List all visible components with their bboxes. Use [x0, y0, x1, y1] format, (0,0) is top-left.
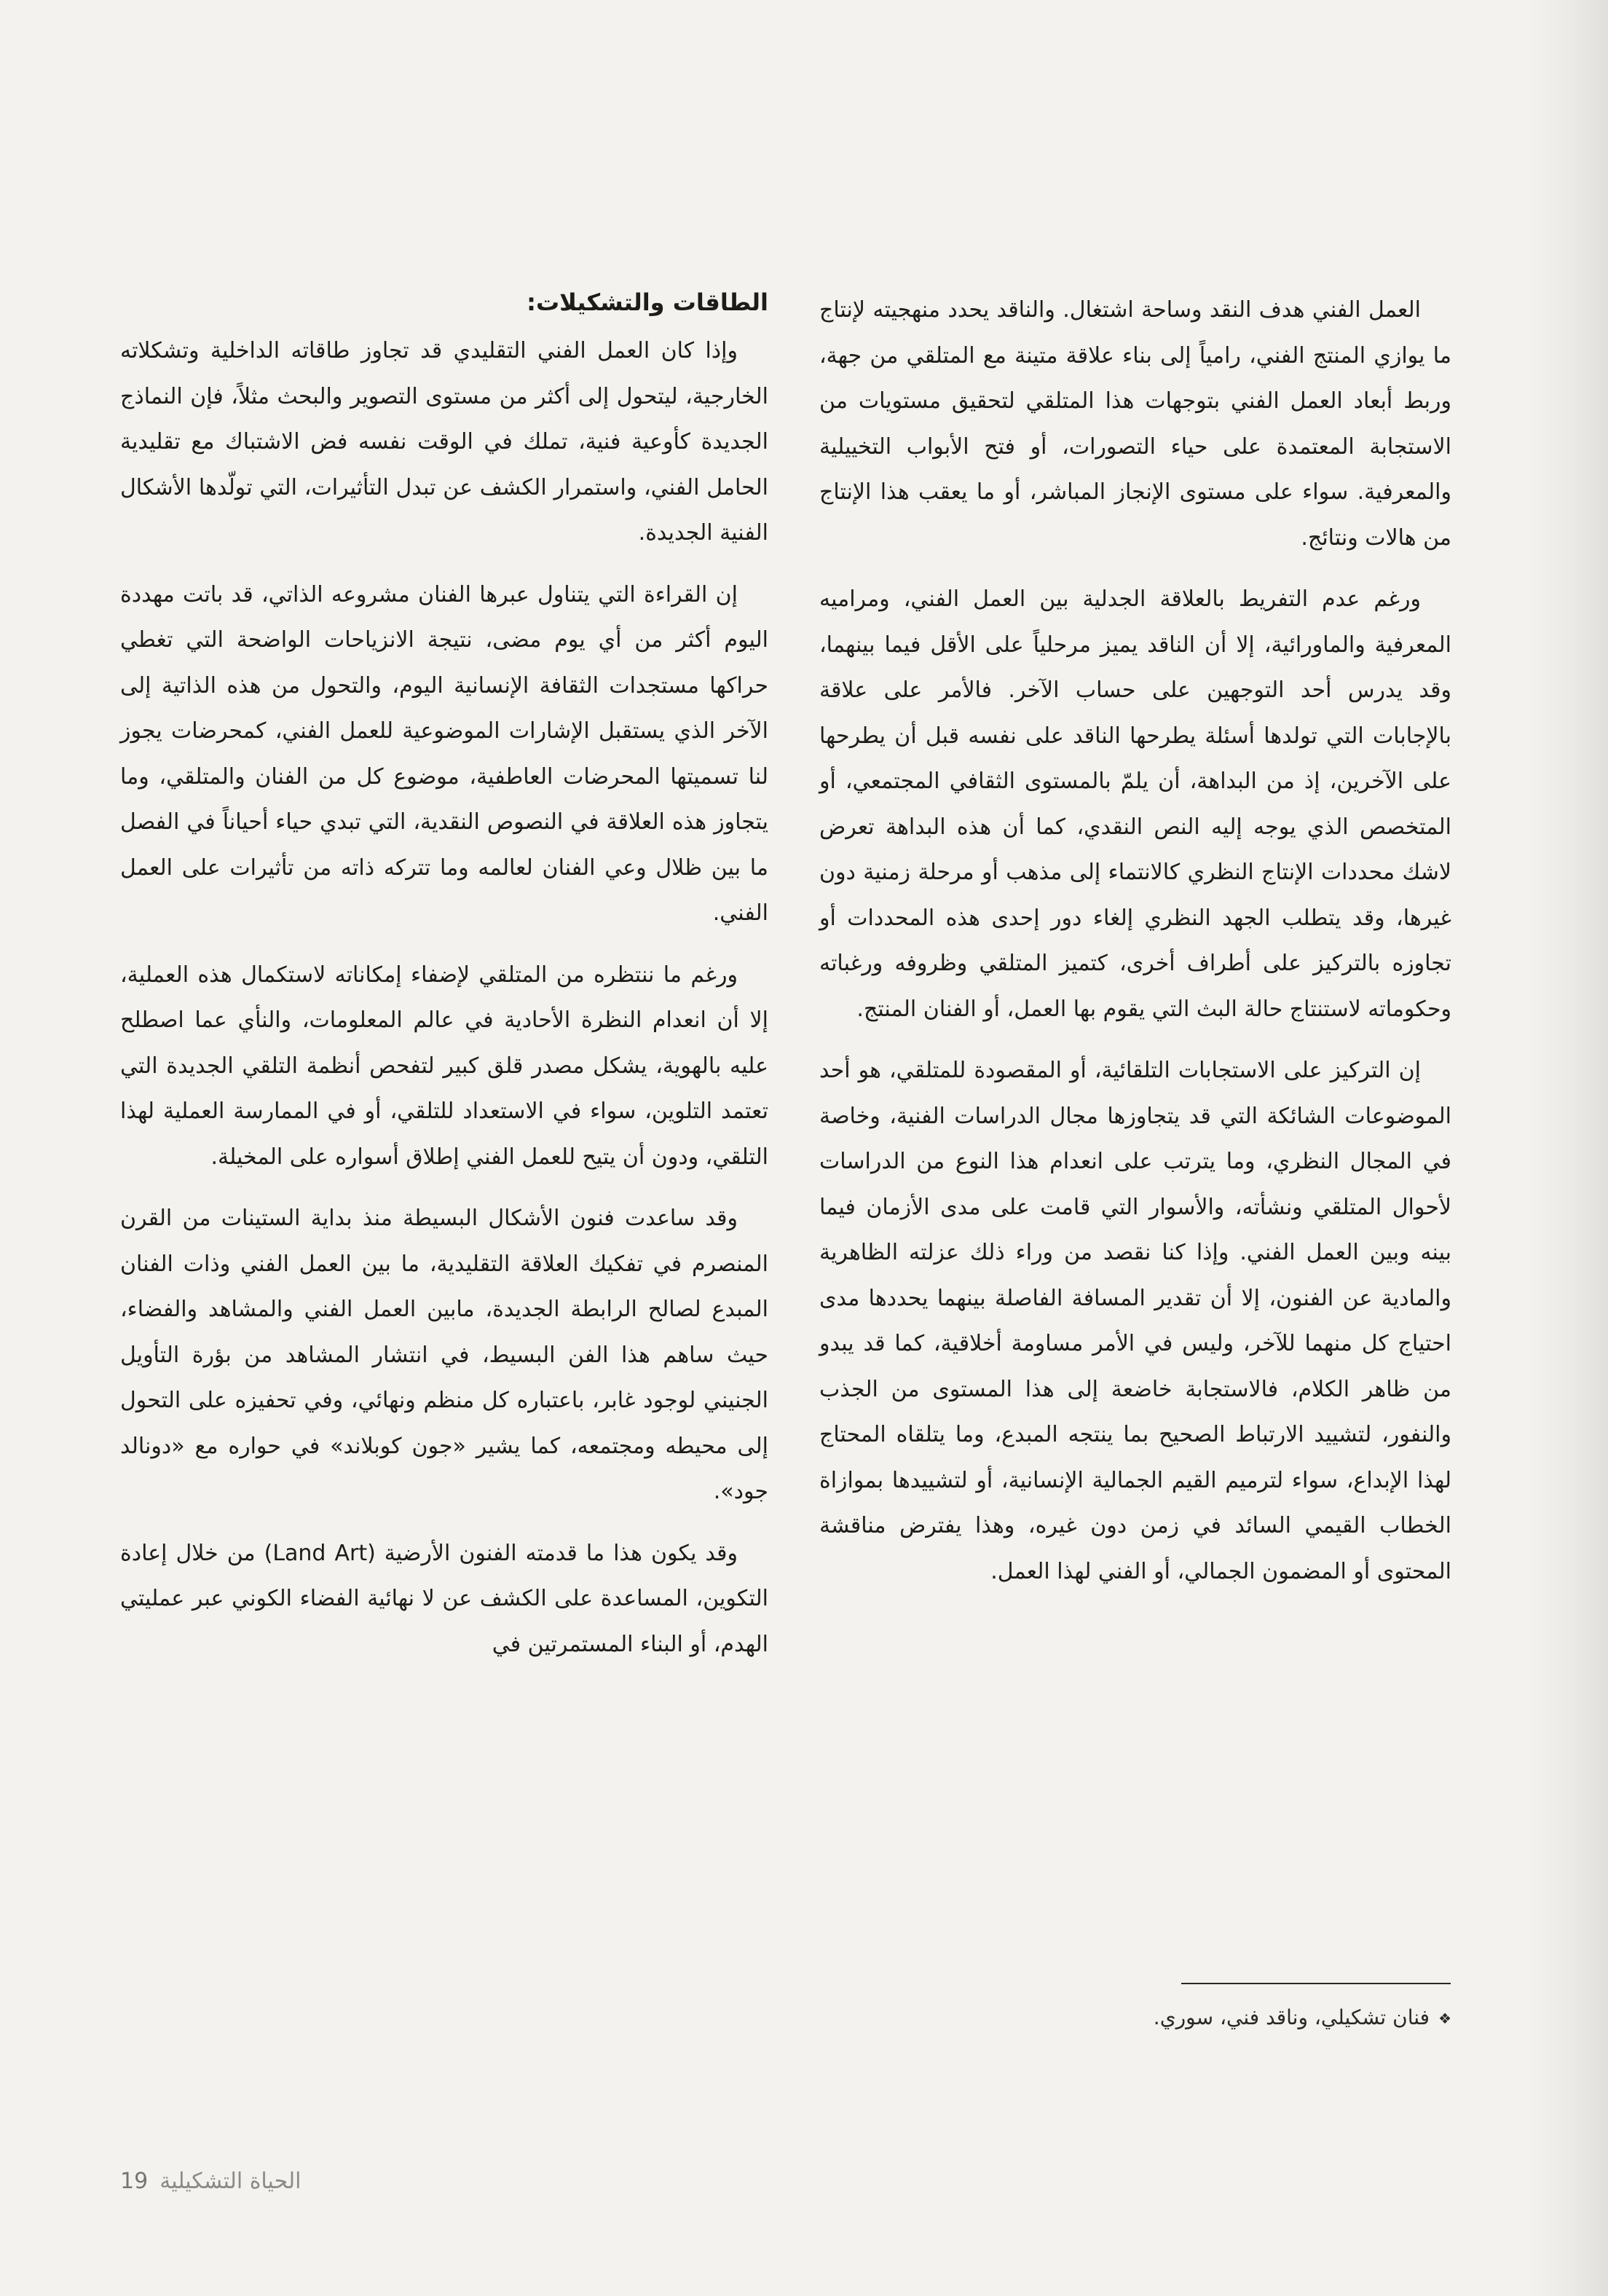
right-column	[819, 288, 1451, 1611]
footnote-text: فنان تشكيلي، وناقد فني، سوري.	[1153, 2005, 1430, 2029]
left-paragraph-4: وقد ساعدت فنون الأشكال البسيطة منذ بداية الستينات من القرن المنصرم في تفكيك العلاقة التقليدية، ما بين العمل الفني وذات الفنان المبدع لصالح الرابطة الجديدة، مابين العمل الفني والمشاهد والفضاء، حيث ساهم هذا الفن البسيط، في انتشار المشاهد من بؤرة التأويل الجنيني لوجود غابر، باعتباره كل منظم ونهائي، وفي تحفيزه على التحول إلى محيطه ومجتمعه، كما يشير «جون كوبلاند» في حواره مع «دونالد جود».	[120, 1206, 768, 1504]
page-number: 19	[120, 2169, 149, 2194]
left-paragraph-2: إن القراءة التي يتناول عبرها الفنان مشروعه الذاتي، قد باتت مهددة اليوم أكثر من أي يوم مضى، نتيجة الانزياحات الواضحة التي تغطي حراكها مستجدات الثقافة الإنسانية اليوم، والتحول من هذه الذاتية إلى الآخر الذي يستقبل الإشارات الموضوعية للعمل الفني، كمحرضات يجوز لنا تسميتها المحرضات العاطفية، موضوع كل من الفنان والمتلقي، وما يتجاوز هذه العلاقة في النصوص النقدية، التي تبدي حياء أحياناً في الفصل ما بين ظلال وعي الفنان لعالمه وما تتركه ذاته من تأثيرات على العمل الفني.	[120, 581, 768, 926]
page-folio	[120, 2167, 301, 2196]
author-footnote	[819, 2002, 1451, 2034]
left-paragraph-1: وإذا كان العمل الفني التقليدي قد تجاوز طاقاته الداخلية وتشكلاته الخارجية، ليتحول إلى أكثر من مستوى التصوير والبحث مثلاً، فإن النماذج الجديدة كأوعية فنية، تملك في الوقت نفسه فض الاشتباك مع تقليدية الحامل الفني، واستمرار الكشف عن تبدل التأثيرات، التي تولّدها الأشكال الفنية الجديدة.	[120, 338, 768, 546]
magazine-name: الحياة التشكيلية	[159, 2169, 302, 2194]
left-column	[120, 280, 768, 1683]
left-paragraph-3: ورغم ما ننتظره من المتلقي لإضفاء إمكاناته لاستكمال هذه العملية، إلا أن انعدام النظرة الأحادية في عالم المعلومات، والنأي عما اصطلح عليه بالهوية، يشكل مصدر قلق كبير لتفحص أنظمة التلقي الجديدة التي تعتمد التلوين، سواء في الاستعداد للتلقي، أو في الممارسة العملية لهذا التلقي، ودون أن يتيح للعمل الفني إطلاق أسواره على المخيلة.	[120, 962, 768, 1170]
right-paragraph-2: ورغم عدم التفريط بالعلاقة الجدلية بين العمل الفني، ومراميه المعرفية والماورائية، إلا أن الناقد يميز مرحلياً على الأقل فيما بينهما، وقد يدرس أحد التوجهين على حساب الآخر. فالأمر على علاقة بالإجابات التي تولدها أسئلة يطرحها الناقد على نفسه قبل أن يطرحها على الآخرين، إذ من البداهة، أن يلمّ بالمستوى الثقافي المجتمعي، أو المتخصص الذي يوجه إليه النص النقدي، كما أن هذه البداهة تعرض لاشك محددات الإنتاج النظري كالانتماء إلى مذهب أو مرحلة زمنية دون غيرها، وقد يتطلب الجهد النظري إلغاء دور إحدى هذه المحددات أو تجاوزه بالتركيز على أطراف أخرى، كتميز المتلقي وظروفه ورغباته وحكوماته لاستنتاج حالة البث التي يقوم بها العمل، أو الفنان المنتج.	[819, 586, 1451, 1022]
section-heading: الطاقات والتشكيلات:	[527, 288, 768, 316]
left-paragraph-5: وقد يكون هذا ما قدمته الفنون الأرضية (Land Art) من خلال إعادة التكوين، المساعدة على الكشف عن لا نهائية الفضاء الكوني عبر عمليتي الهدم، أو البناء المستمرتين في	[120, 1540, 768, 1657]
diamond-bullet-icon: ❖	[1438, 2010, 1451, 2027]
right-paragraph-3: إن التركيز على الاستجابات التلقائية، أو المقصودة للمتلقي، هو أحد الموضوعات الشائكة التي قد يتجاوزها مجال الدراسات الفنية، وخاصة في المجال النظري، وما يترتب على انعدام هذا النوع من الدراسات لأحوال المتلقي ونشأته، والأسوار التي قامت على مدى الأزمان فيما بينه وبين العمل الفني. وإذا كنا نقصد من وراء ذلك عزلته الظاهرية والمادية عن الفنون، إلا أن تقدير المسافة الفاصلة بينهما يحددها مدى احتياج كل منهما للآخر، وليس في الأمر مساومة أخلاقية، كما قد يبدو من ظاهر الكلام، فالاستجابة خاضعة إلى هذا المستوى من الجذب والنفور، لتشييد الارتباط الصحيح بما ينتجه المبدع، وما يتلقاه المحتاج لهذا الإبداع، سواء لترميم القيم الجمالية الإنسانية، أو لتشييدها بموازاة الخطاب القيمي السائد في زمن دون غيره، وهذا يفترض مناقشة المحتوى أو المضمون الجمالي، أو الفني لهذا العمل.	[819, 1058, 1451, 1584]
page-edge-shadow	[1528, 0, 1608, 2296]
footnote-divider	[1181, 1983, 1451, 1984]
right-paragraph-1: العمل الفني هدف النقد وساحة اشتغال. والناقد يحدد منهجيته لإنتاج ما يوازي المنتج الفني، رامياً إلى بناء علاقة متينة مع المتلقي من جهة، وربط أبعاد العمل الفني بتوجهات هذا المتلقي لتحقيق مستويات من الاستجابة المعتمدة على حياء التصورات، أو فتح الأبواب التخييلية والمعرفية. سواء على مستوى الإنجاز المباشر، أو ما يعقب هذا الإنتاج من هالات ونتائج.	[819, 297, 1451, 551]
